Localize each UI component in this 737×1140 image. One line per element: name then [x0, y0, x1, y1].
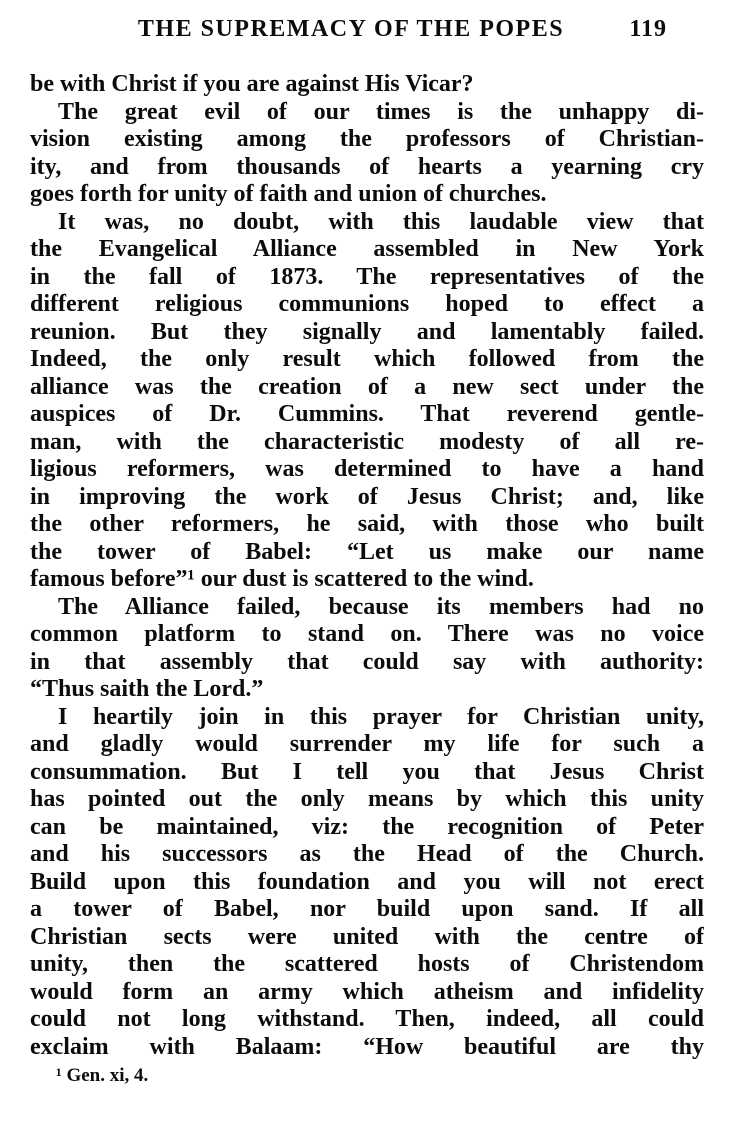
text-line: can be maintained, viz: the recognition of Peter	[30, 813, 704, 840]
text-line: man, with the characteristic modesty of all re-	[30, 428, 704, 455]
text-line: in that assembly that could say with authority:	[30, 648, 704, 675]
text-line: The great evil of our times is the unhappy di-	[58, 98, 704, 125]
text-line: a tower of Babel, nor build upon sand. If all	[30, 896, 704, 922]
text-line: Build upon this foundation and you will not erect	[30, 868, 704, 895]
page-body	[30, 71, 704, 1061]
text-line: consummation. But I tell you that Jesus Christ	[30, 758, 704, 785]
text-line: ligious reformers, was determined to have a hand	[30, 456, 704, 482]
text-line: in the fall of 1873. The representatives of the	[30, 263, 704, 290]
text-line: It was, no doubt, with this laudable view that	[58, 208, 704, 235]
text-line: vision existing among the professors of Christian-	[30, 126, 704, 152]
text-line: ity, and from thousands of hearts a yearning cry	[30, 153, 704, 180]
text-line: be with Christ if you are against His Vicar?	[30, 71, 474, 97]
text-line: “Thus saith the Lord.”	[30, 676, 264, 702]
text-line: exclaim with Balaam: “How beautiful are thy	[30, 1033, 704, 1060]
text-line: has pointed out the only means by which this unity	[30, 786, 704, 812]
text-line: goes forth for unity of faith and union of churches.	[30, 181, 547, 207]
text-line: auspices of Dr. Cummins. That reverend gentle-	[30, 401, 704, 427]
text-line: the Evangelical Alliance assembled in New York	[30, 236, 704, 262]
text-line: Indeed, the only result which followed from the	[30, 346, 704, 372]
page-header	[0, 16, 737, 48]
text-line: would form an army which atheism and infidelity	[30, 978, 704, 1005]
running-head-title: THE SUPREMACY OF THE POPES	[137, 16, 565, 42]
text-line: different religious communions hoped to effect a	[30, 291, 704, 317]
text-line: the other reformers, he said, with those who built	[30, 511, 704, 537]
text-line: I heartily join in this prayer for Christian unity,	[58, 703, 704, 730]
text-line: famous before”¹ our dust is scattered to the wind.	[30, 566, 534, 592]
text-line: The Alliance failed, because its members had no	[58, 593, 704, 620]
text-line: and his successors as the Head of the Church.	[30, 841, 704, 867]
text-line: the tower of Babel: “Let us make our name	[30, 538, 704, 565]
text-line: alliance was the creation of a new sect under the	[30, 373, 704, 400]
text-line: and gladly would surrender my life for such a	[30, 731, 704, 757]
footnote	[56, 1064, 148, 1088]
text-line: reunion. But they signally and lamentably failed.	[30, 318, 704, 345]
footnote-text: ¹ Gen. xi, 4.	[56, 1065, 149, 1086]
text-line: in improving the work of Jesus Christ; and, like	[30, 483, 704, 510]
text-line: Christian sects were united with the centre of	[30, 923, 704, 950]
text-line: could not long withstand. Then, indeed, all could	[30, 1006, 704, 1032]
page-number: 119	[629, 16, 667, 42]
text-line: unity, then the scattered hosts of Christendom	[30, 951, 704, 977]
text-line: common platform to stand on. There was no voice	[30, 621, 704, 647]
